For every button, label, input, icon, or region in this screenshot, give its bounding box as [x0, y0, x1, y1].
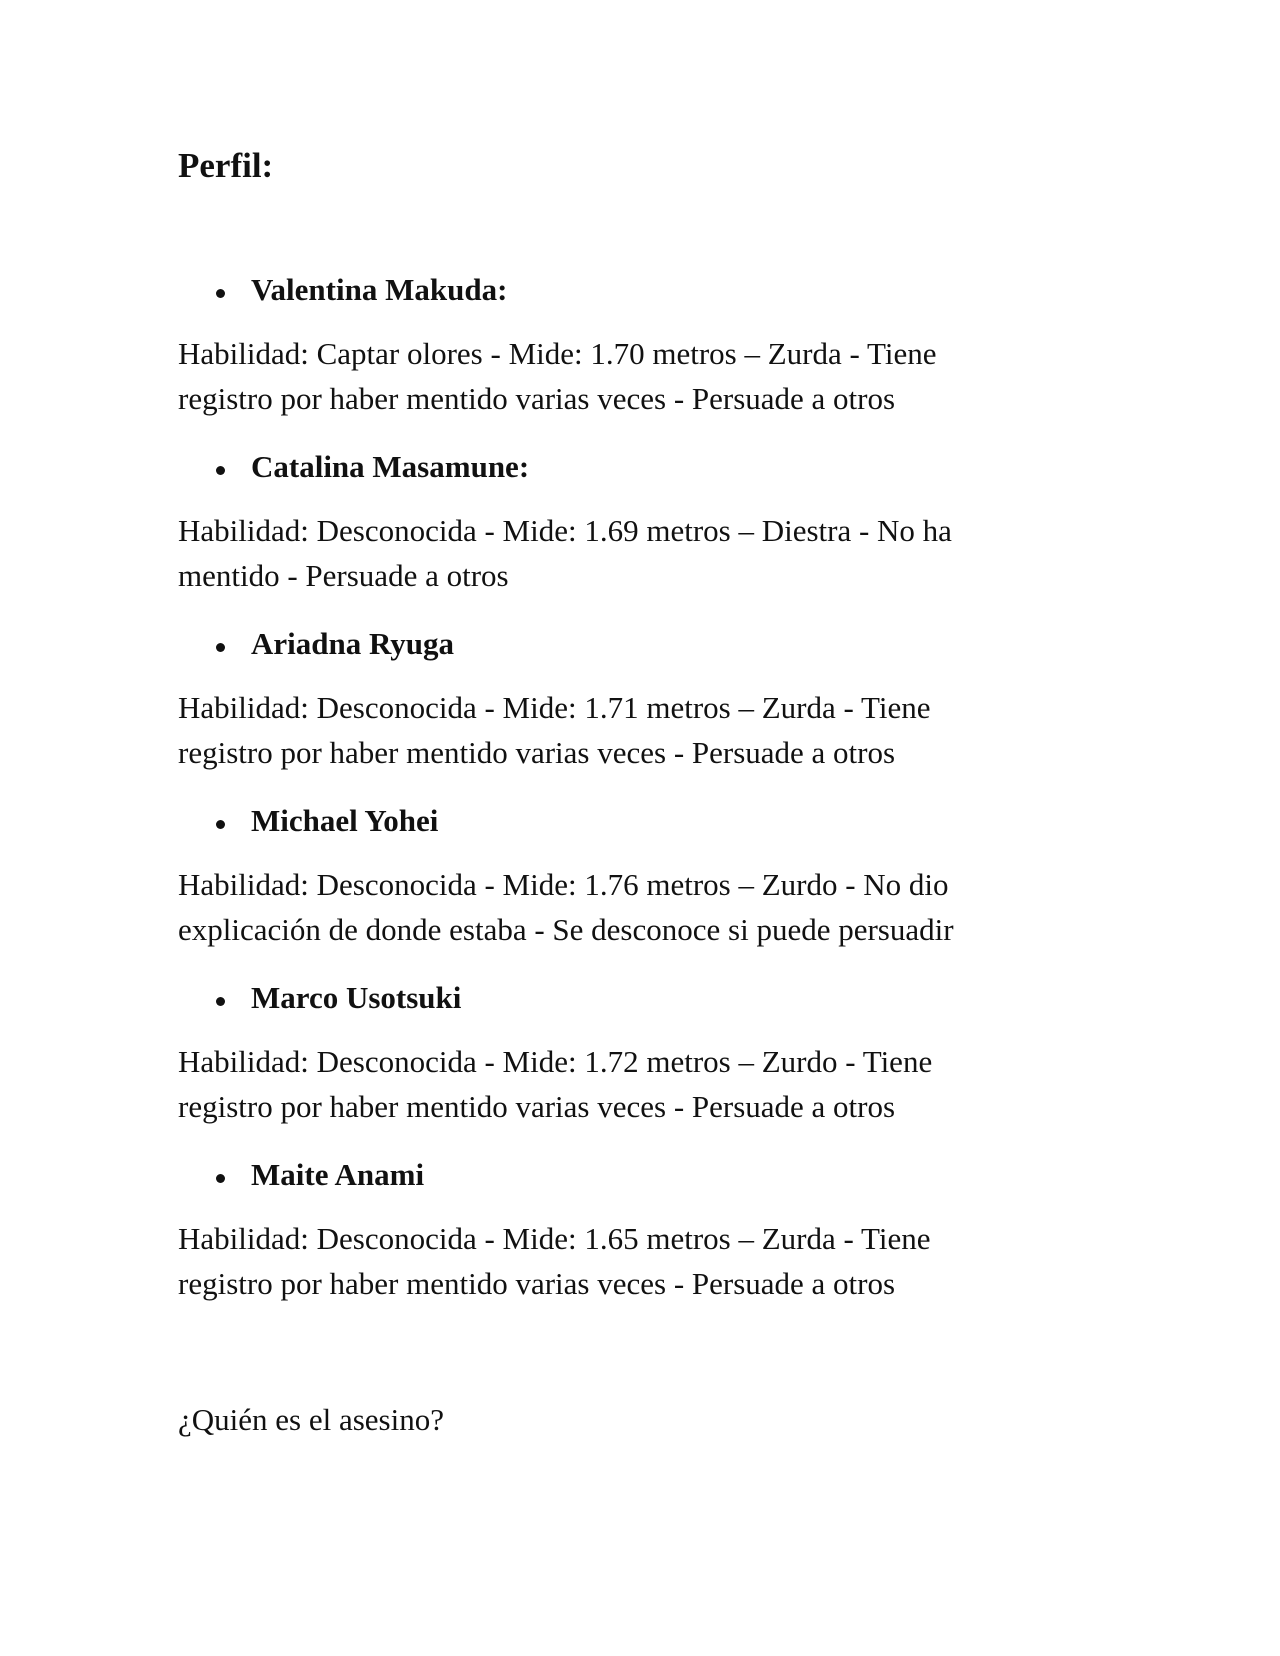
- profile-description: [178, 1039, 1048, 1129]
- profile-description: [178, 1216, 1048, 1306]
- profile-item: [178, 270, 1078, 447]
- profile-name: Valentina Makuda:: [251, 272, 508, 307]
- closing-question: ¿Quién es el asesino?: [178, 1402, 444, 1437]
- profile-description-line: Habilidad: Desconocida - Mide: 1.76 metros – Zurdo - No dio: [178, 867, 949, 902]
- profile-item: [178, 447, 1078, 624]
- profile-description: [178, 508, 1048, 598]
- profile-name: Marco Usotsuki: [251, 980, 462, 1015]
- bullet-icon: [216, 643, 225, 652]
- profile-bullet-row: [216, 447, 529, 487]
- profile-description-line: registro por haber mentido varias veces - Persuade a otros: [178, 1266, 896, 1301]
- profile-name: Ariadna Ryuga: [251, 626, 455, 661]
- profile-description-line: registro por haber mentido varias veces - Persuade a otros: [178, 1089, 896, 1124]
- page-title: Perfil:: [178, 146, 274, 185]
- profile-bullet-row: [216, 978, 461, 1018]
- profile-bullet-row: [216, 801, 438, 841]
- profile-item: [178, 1155, 1078, 1332]
- profile-description-line: registro por haber mentido varias veces - Persuade a otros: [178, 735, 896, 770]
- profile-description-line: Habilidad: Captar olores - Mide: 1.70 metros – Zurda - Tiene: [178, 336, 937, 371]
- profile-description-line: mentido - Persuade a otros: [178, 558, 509, 593]
- profile-description-line: explicación de donde estaba - Se desconoce si puede persuadir: [178, 912, 954, 947]
- profile-bullet-row: [216, 1155, 424, 1195]
- profile-name: Maite Anami: [251, 1157, 425, 1192]
- profile-bullet-row: [216, 270, 507, 310]
- profile-list: [178, 270, 1078, 1332]
- profile-name: Michael Yohei: [251, 803, 439, 838]
- profile-item: [178, 801, 1078, 978]
- profile-description-line: Habilidad: Desconocida - Mide: 1.71 metros – Zurda - Tiene: [178, 690, 931, 725]
- profile-description: [178, 685, 1048, 775]
- profile-description-line: registro por haber mentido varias veces - Persuade a otros: [178, 381, 896, 416]
- profile-name: Catalina Masamune:: [251, 449, 530, 484]
- profile-description: [178, 862, 1048, 952]
- profile-description-line: Habilidad: Desconocida - Mide: 1.65 metros – Zurda - Tiene: [178, 1221, 931, 1256]
- profile-description-line: Habilidad: Desconocida - Mide: 1.72 metros – Zurdo - Tiene: [178, 1044, 933, 1079]
- profile-description-line: Habilidad: Desconocida - Mide: 1.69 metros – Diestra - No ha: [178, 513, 952, 548]
- profile-item: [178, 624, 1078, 801]
- profile-item: [178, 978, 1078, 1155]
- bullet-icon: [216, 466, 225, 475]
- profile-bullet-row: [216, 624, 454, 664]
- bullet-icon: [216, 997, 225, 1006]
- bullet-icon: [216, 289, 225, 298]
- bullet-icon: [216, 820, 225, 829]
- profile-description: [178, 331, 1048, 421]
- bullet-icon: [216, 1174, 225, 1183]
